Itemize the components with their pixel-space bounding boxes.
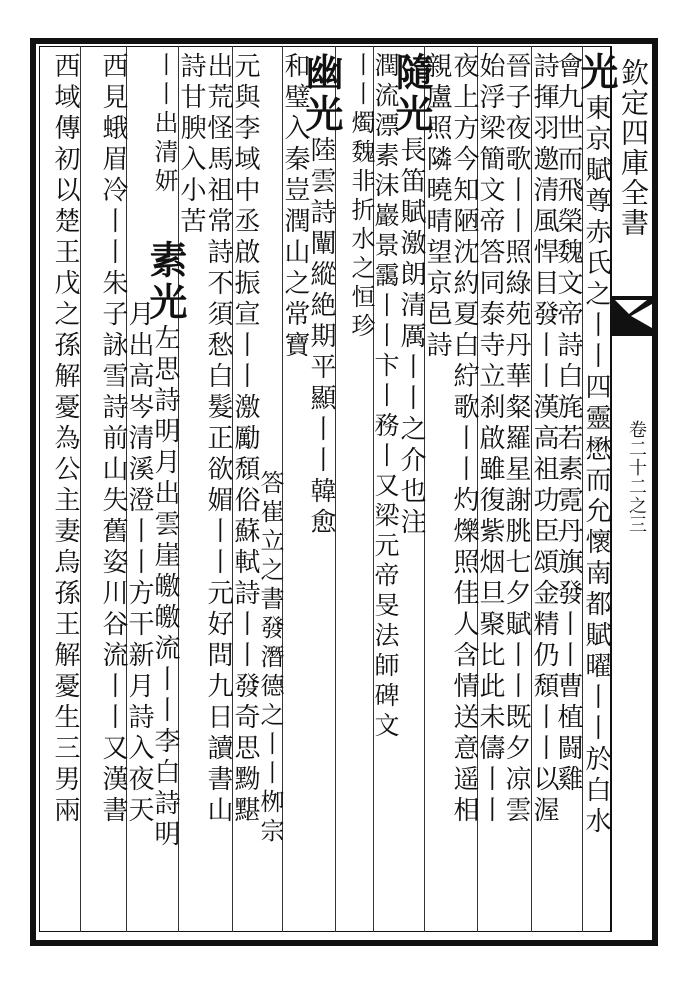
fish-tail-mark-icon [611, 286, 652, 356]
text-column [531, 52, 557, 922]
text-column [143, 240, 188, 920]
column-text: 左思詩明月出雲崖皦皦流丨丨李白詩明 [150, 324, 180, 851]
text-column [178, 52, 204, 252]
column-text: 潤流漂素沫巖景靄丨丨卞丨務丨又梁元帝旻法師碑文 [371, 52, 400, 742]
column-text: 陸雲詩闡縱絶期平顯丨丨韓愈 [306, 136, 336, 539]
column-text: 西見蛾眉冷丨丨朱子詠雪詩前山失舊姿川谷流丨丨又漢書 [98, 52, 128, 827]
column-text: 答崔立之書發潛德之丨丨栁宗 [256, 470, 284, 847]
volume-number: 卷二十二之三 [626, 420, 647, 534]
column-text: 親盧照隣曉晴望京邑詩 [422, 52, 452, 362]
column-text: 詩揮羽邀清風悍目發丨丨漢高祖功臣頌金精仍頹丨丨以渥 [529, 52, 559, 827]
column-text: 始浮梁簡文帝答同泰寺立刹啟雖復紫烟旦聚比此未儔丨丨 [475, 52, 505, 827]
text-column [126, 300, 152, 920]
entry-heading: 幽光 [299, 52, 344, 136]
text-column [100, 52, 126, 922]
book-title: 欽定四庫全書 [617, 58, 650, 238]
text-column [299, 52, 344, 922]
column-text: 月出高岑清溪澄丨丨方干新月詩入夜天 [124, 300, 154, 827]
text-column [205, 52, 231, 922]
column-text: 出荒怪馬祖常詩不須愁白髮正欲媚丨丨元好問九日讀書山 [203, 52, 233, 827]
column-text: 東京賦尊赤氏之丨丨四靈懋而允懷南都賦曜丨丨於白水 [581, 94, 611, 838]
text-column [503, 52, 529, 922]
column-text: 丨丨出清妍 [150, 52, 178, 197]
text-column [424, 52, 450, 922]
column-text: 和璧入秦豈潤山之常寶 [280, 52, 310, 362]
column-text: 夜上方今知陋沈約夏白紵歌丨丨灼爍照佳人含情送意遥相 [449, 52, 479, 827]
text-column [373, 52, 398, 922]
text-column [389, 52, 434, 922]
text-column [152, 52, 176, 232]
text-column [52, 52, 78, 922]
column-text: 元與李域中丞啟振宣丨丨激勵頹俗蘇軾詩丨丨發奇思黝黮 [230, 52, 260, 827]
text-column [451, 52, 477, 922]
entry-heading: 光 [574, 52, 619, 94]
column-text: 晉子夜歌丨丨照綠苑丹華粲羅星謝朓七夕賦丨丨既夕凉雲 [501, 52, 531, 827]
column-text: 西域傳初以楚王戊之孫解憂為公主妻烏孫王解憂生三男兩 [50, 52, 80, 827]
text-column [258, 470, 282, 920]
entry-heading: 隨光 [389, 52, 434, 136]
column-text: 詩甘腴入小苦 [176, 52, 206, 238]
text-column [477, 52, 503, 922]
text-column [232, 52, 258, 922]
column-text: 長笛賦激朗清厲丨丨之介也注 [396, 136, 426, 539]
column-text: 會九世而飛榮魏文帝詩白旄若素霓丹旗發丨丨曹植闘雞 [553, 52, 583, 796]
text-column [574, 52, 619, 922]
text-column [282, 52, 308, 922]
column-rule [80, 46, 81, 932]
text-column [349, 52, 373, 922]
column-text: 丨丨燭魏非折水之恒珍 [347, 52, 375, 342]
entry-heading: 素光 [143, 240, 188, 324]
